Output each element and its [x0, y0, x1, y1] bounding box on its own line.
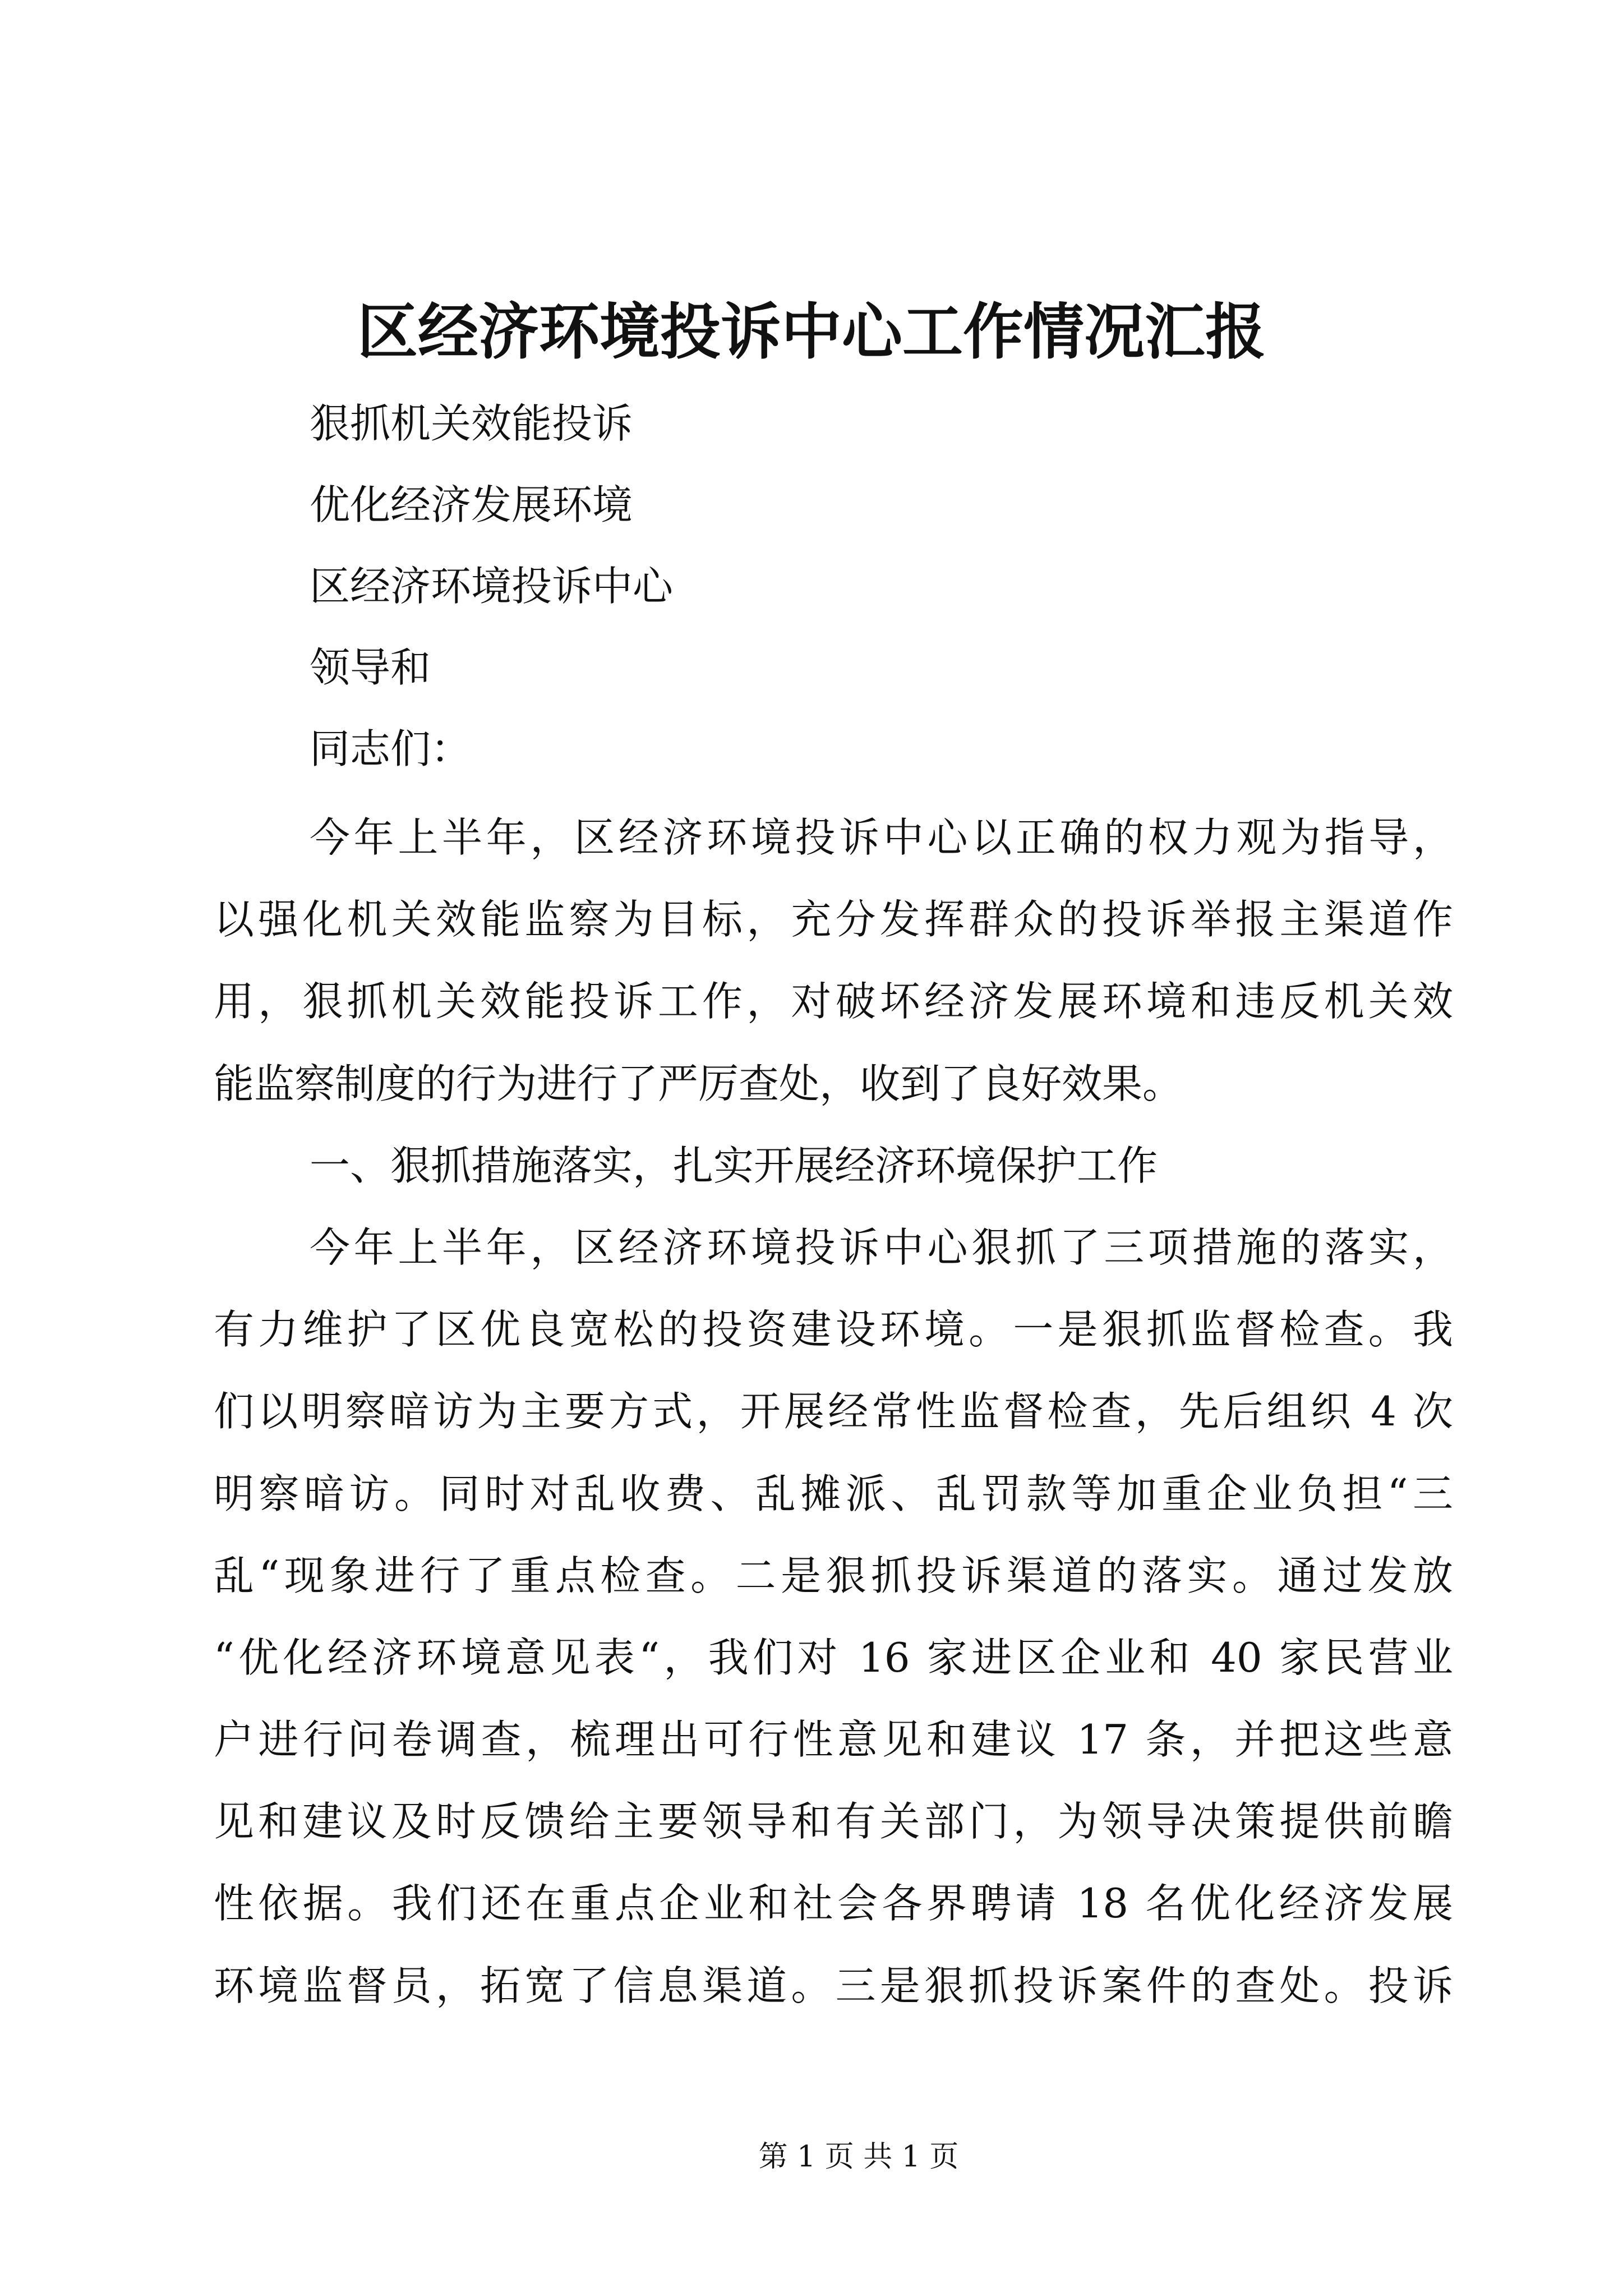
- paragraph-line: 今年上半年，区经济环境投诉中心以正确的权力观为指导，: [310, 814, 1453, 861]
- header-line: 同志们：: [310, 725, 472, 772]
- section-heading: [214, 1125, 1453, 1207]
- header-line: 区经济环境投诉中心: [310, 563, 674, 610]
- paragraph-line: 性依据。我们还在重点企业和社会各界聘请 18 名优化经济发展: [214, 1880, 1453, 1927]
- paragraph-line: 见和建议及时反馈给主要领导和有关部门，为领导决策提供前瞻: [214, 1798, 1453, 1846]
- paragraph-line: 环境监督员，拓宽了信息渠道。三是狠抓投诉案件的查处。投诉: [214, 1962, 1453, 2009]
- paragraph-line: 今年上半年，区经济环境投诉中心狠抓了三项措施的落实，: [310, 1223, 1453, 1271]
- header-line: 优化经济发展环境: [310, 481, 633, 528]
- paragraph-line: 户进行问卷调查，梳理出可行性意见和建议 17 条，并把这些意: [214, 1716, 1453, 1764]
- paragraph-line: 以强化机关效能监察为目标，充分发挥群众的投诉举报主渠道作: [214, 896, 1453, 944]
- document-body: [214, 797, 1453, 2027]
- paragraph-line: 们以明察暗访为主要方式，开展经常性监督检查，先后组织 4 次: [214, 1388, 1453, 1435]
- section-heading-text: 一、狠抓措施落实，扎实开展经济环境保护工作: [310, 1142, 1158, 1189]
- header-lines: [310, 383, 1453, 790]
- paragraph: [214, 1207, 1453, 2027]
- paragraph-line: 明察暗访。同时对乱收费、乱摊派、乱罚款等加重企业负担“三: [214, 1470, 1453, 1517]
- document-title: 区经济环境投诉中心工作情况汇报: [357, 297, 1266, 367]
- paragraph-line: 有力维护了区优良宽松的投资建设环境。一是狠抓监督检查。我: [214, 1306, 1453, 1354]
- header-line: 狠抓机关效能投诉: [310, 400, 633, 447]
- header-line: 领导和: [310, 644, 431, 691]
- paragraph-line: 用，狠抓机关效能投诉工作，对破坏经济发展环境和违反机关效: [214, 978, 1453, 1025]
- paragraph: [214, 797, 1453, 1125]
- paragraph-line: 能监察制度的行为进行了严厉查处，收到了良好效果。: [214, 1060, 1183, 1107]
- paragraph-line: 乱“现象进行了重点检查。二是狠抓投诉渠道的落实。通过发放: [214, 1552, 1453, 1599]
- page-number: 第 1 页 共 1 页: [758, 2140, 959, 2174]
- paragraph-line: “优化经济环境意见表“，我们对 16 家进区企业和 40 家民营业: [214, 1634, 1453, 1681]
